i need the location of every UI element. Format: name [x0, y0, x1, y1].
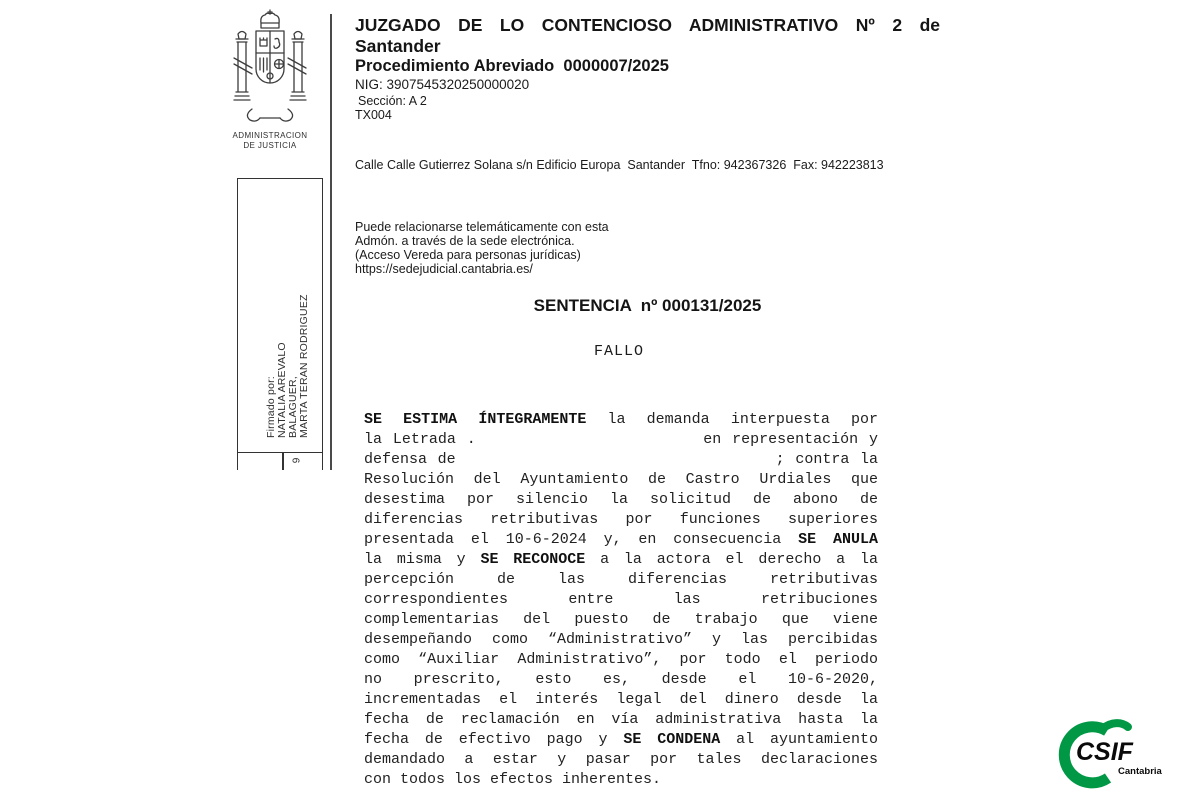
electronic-office-line: Puede relacionarse telemáticamente con esta	[355, 220, 609, 234]
body-line: fecha de reclamación en vía administrativa hasta la	[364, 711, 878, 728]
body-line: percepción de las diferencias retributivas	[364, 571, 878, 588]
emblem-caption	[222, 131, 318, 151]
body-line: la misma y SE RECONOCE a la actora el derecho a la	[364, 551, 878, 568]
judgment-body	[364, 410, 878, 790]
body-line: diferencias retributivas por funciones superiores	[364, 511, 878, 528]
electronic-office-note	[355, 220, 609, 276]
body-line: defensa de ; contra la	[364, 451, 878, 468]
court-title	[355, 15, 940, 57]
signed-by-line: NATALIA AREVALO BALAGUER,	[276, 342, 299, 438]
emblem-caption-line: DE JUSTICIA	[243, 141, 297, 150]
body-line: como “Auxiliar Administrativo”, por todo el periodo	[364, 651, 878, 668]
signed-by-line: MARTA TERAN RODRIGUEZ	[298, 294, 310, 438]
clipped-rotated-character: 9	[291, 457, 303, 464]
body-line: no prescrito, esto es, desde el 10-6-2020,	[364, 671, 878, 688]
body-line: SE ESTIMA ÍNTEGRAMENTE la demanda interpuesta por	[364, 411, 878, 428]
nig-number: NIG: 3907545320250000020	[355, 77, 530, 92]
body-line: fecha de efectivo pago y SE CONDENA al ayuntamiento	[364, 731, 878, 748]
electronic-office-line: (Acceso Vereda para personas jurídicas)	[355, 248, 581, 262]
clipped-signature-box	[237, 452, 323, 470]
electronic-office-line: https://sedejudicial.cantabria.es/	[355, 262, 533, 276]
page-separator-line	[330, 14, 332, 470]
body-line: desestima por silencio la solicitud de abono de	[364, 491, 878, 508]
csif-region-label: Cantabria	[1118, 766, 1162, 777]
body-line: Resolución del Ayuntamiento de Castro Urdiales que	[364, 471, 878, 488]
signed-by-text	[266, 278, 310, 438]
emblem-caption-line: ADMINISTRACION	[232, 131, 308, 140]
court-address: Calle Calle Gutierrez Solana s/n Edificio Europa Santander Tfno: 942367326 Fax: 942223813	[355, 158, 884, 172]
coat-of-arms-icon	[228, 6, 312, 130]
csif-wordmark: CSIF	[1076, 738, 1133, 766]
body-line: incrementadas el interés legal del dinero desde la	[364, 691, 878, 708]
body-line: complementarias del puesto de trabajo que viene	[364, 611, 878, 628]
procedure-number: Procedimiento Abreviado 0000007/2025	[355, 57, 669, 75]
csif-logo	[1052, 718, 1184, 790]
fallo-heading: FALLO	[593, 343, 644, 360]
body-line: presentada el 10-6-2024 y, en consecuencia SE ANULA	[364, 531, 878, 548]
section-label: Sección: A 2	[358, 94, 427, 108]
signed-by-line: Firmado por:	[265, 376, 277, 438]
court-title-line: Santander	[355, 36, 441, 56]
body-line: correspondientes entre las retribuciones	[364, 591, 878, 608]
body-line: con todos los efectos inherentes.	[364, 771, 662, 788]
body-line: demandado a estar y pasar por tales declaraciones	[364, 751, 878, 768]
tx-code: TX004	[355, 108, 392, 122]
box-divider-line	[282, 453, 284, 470]
electronic-office-line: Admón. a través de la sede electrónica.	[355, 234, 575, 248]
body-line: desempeñando como “Administrativo” y las percibidas	[364, 631, 878, 648]
judgment-title: SENTENCIA nº 000131/2025	[533, 296, 762, 315]
body-line: la Letrada . en representación y	[364, 431, 878, 448]
court-title-line: JUZGADO DE LO CONTENCIOSO ADMINISTRATIVO Nº 2 de	[355, 15, 940, 35]
